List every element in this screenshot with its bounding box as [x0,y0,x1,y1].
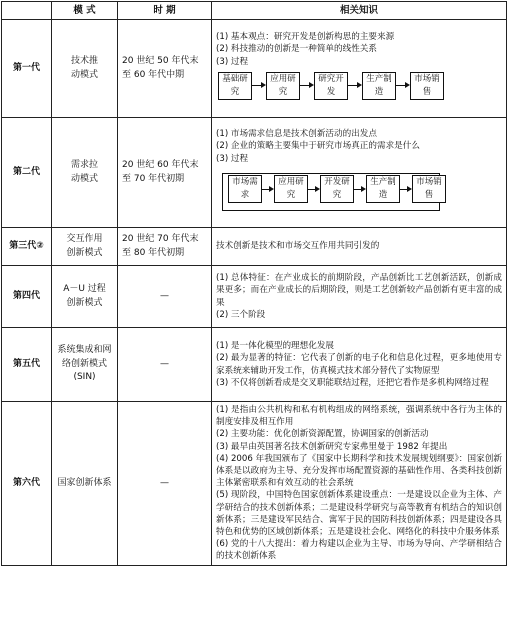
knowledge-item: (2) 企业的策略主要集中于研究市场真正的需求是什么 [216,141,420,152]
flow-box: 市场需求 [228,175,262,203]
model-line: 技术推 [70,56,98,66]
model-cell [52,118,118,228]
model-cell [52,20,118,118]
knowledge-cell [212,402,507,566]
knowledge-item: (5) 现阶段，中国特色国家创新体系建设重点：一是建设以企业为主体、产学研结合的技术创新体系；二是建设科学研究与高等教育有机结合的知识创新体系；三是建设军民结合、寓军于民的国防科技创新体系；四是建设各具特色和优势的区域创新体系；五是建设社会化、网络化的科技中介服务体系 [216,490,502,538]
flow-box: 基础研究 [218,72,252,100]
model-line: 动模式 [70,173,98,184]
knowledge-item: (3) 最早由英国著名技术创新研究专家弗里曼于 1982 年提出 [216,441,448,452]
generation-cell: 第四代 [2,266,52,328]
arrow-right-icon [396,85,408,86]
process-flow-diagram [218,70,502,104]
period-cell: — [118,266,212,328]
knowledge-item: (1) 是一体化模型的理想化发展 [216,341,335,352]
arrow-right-icon [262,189,272,190]
model-line: 创新模式 [66,247,103,258]
period-cell: 20 世纪 60 年代末至 70 年代初期 [118,118,212,228]
table-row [2,402,507,566]
knowledge-item: (2) 主要功能：优化创新资源配置，协调国家的创新活动 [216,429,429,440]
table-row [2,228,507,266]
table-row [2,328,507,402]
knowledge-item: (3) 过程 [216,56,249,67]
generation-cell: 第一代 [2,20,52,118]
flow-box: 生产制造 [362,72,396,100]
knowledge-item: (4) 2006 年我国颁布了《国家中长期科学和技术发展规划纲要》：国家创新体系是以政府为主导、充分发挥市场配置资源的基础性作用、各类科技创新主体紧密联系和有效互动的社会系统 [216,453,502,489]
model-cell [52,328,118,402]
table-row [2,20,507,118]
knowledge-item: (2) 三个阶段 [216,309,266,320]
knowledge-cell [212,266,507,328]
knowledge-item: (1) 是指由公共机构和私有机构组成的网络系统，强调系统中各行为主体的制度安排及相互作用 [216,405,502,428]
knowledge-item: (1) 市场需求信息是技术创新活动的出发点 [216,129,377,140]
arrow-right-icon [354,189,364,190]
model-cell [52,402,118,566]
generation-cell: 第三代② [2,228,52,266]
model-line: 交互作用 [66,234,103,244]
knowledge-item: (2) 科技推动的创新是一种简单的线性关系 [216,44,377,55]
knowledge-cell [212,20,507,118]
header-period: 时 期 [118,2,212,20]
header-model: 模 式 [52,2,118,20]
arrow-right-icon [308,189,318,190]
period-cell: — [118,328,212,402]
knowledge-cell [212,228,507,266]
knowledge-item: (1) 基本观点：研究开发是创新构思的主要来源 [216,32,395,43]
model-line: 需求拉 [70,160,98,170]
knowledge-cell [212,328,507,402]
flow-box: 开发研究 [320,175,354,203]
flow-box: 市场销售 [412,175,446,203]
flow-box: 市场销售 [410,72,444,100]
table-row [2,266,507,328]
model-line: (SIN) [73,372,96,383]
flow-box: 研究开发 [314,72,348,100]
period-cell: 20 世纪 70 年代末至 80 年代初期 [118,228,212,266]
flow-box: 应用研究 [274,175,308,203]
knowledge-item: (3) 不仅将创新看成是交叉职能联结过程，还把它看作是多机构网络过程 [216,377,489,388]
model-cell [52,228,118,266]
generation-cell: 第二代 [2,118,52,228]
model-line: 络创新模式 [61,358,107,369]
knowledge-item: (3) 过程 [216,153,249,164]
header-knowledge: 相关知识 [212,2,507,20]
flow-box: 生产制造 [366,175,400,203]
period-cell: 20 世纪 50 年代末至 60 年代中期 [118,20,212,118]
model-line: 国家创新体系 [57,477,112,488]
header-generation [2,2,52,20]
model-line: 创新模式 [66,297,103,308]
model-line: 系统集成和网 [57,345,112,356]
knowledge-item: 技术创新是技术和市场交互作用共同引发的 [216,241,380,252]
knowledge-cell [212,118,507,228]
arrow-right-icon [300,85,312,86]
knowledge-item: (2) 最为显著的特征：它代表了创新的电子化和信息化过程，更多地使用专家系统来辅助开发工作，仿真模式技术部分替代了实物原型 [216,353,502,376]
model-line: 动模式 [70,69,98,80]
model-cell [52,266,118,328]
knowledge-item: (6) 党的十八大提出：着力构建以企业为主导、市场为导向、产学研相结合的技术创新体系 [216,539,502,562]
flow-box: 应用研究 [266,72,300,100]
generation-cell: 第六代 [2,402,52,566]
arrow-right-icon [348,85,360,86]
innovation-models-table [1,1,507,566]
process-flow-diagram [218,167,502,215]
period-cell: — [118,402,212,566]
table-row [2,118,507,228]
arrow-right-icon [252,85,264,86]
arrow-right-icon [400,189,410,190]
header-row [2,2,507,20]
knowledge-item: (1) 总体特征：在产业成长的前期阶段，产品创新比工艺创新活跃，创新成果更多；而在产业成长的后期阶段，则是工艺创新较产品创新有更丰富的成果 [216,273,502,308]
model-line: A－U 过程 [63,284,106,294]
generation-cell: 第五代 [2,328,52,402]
